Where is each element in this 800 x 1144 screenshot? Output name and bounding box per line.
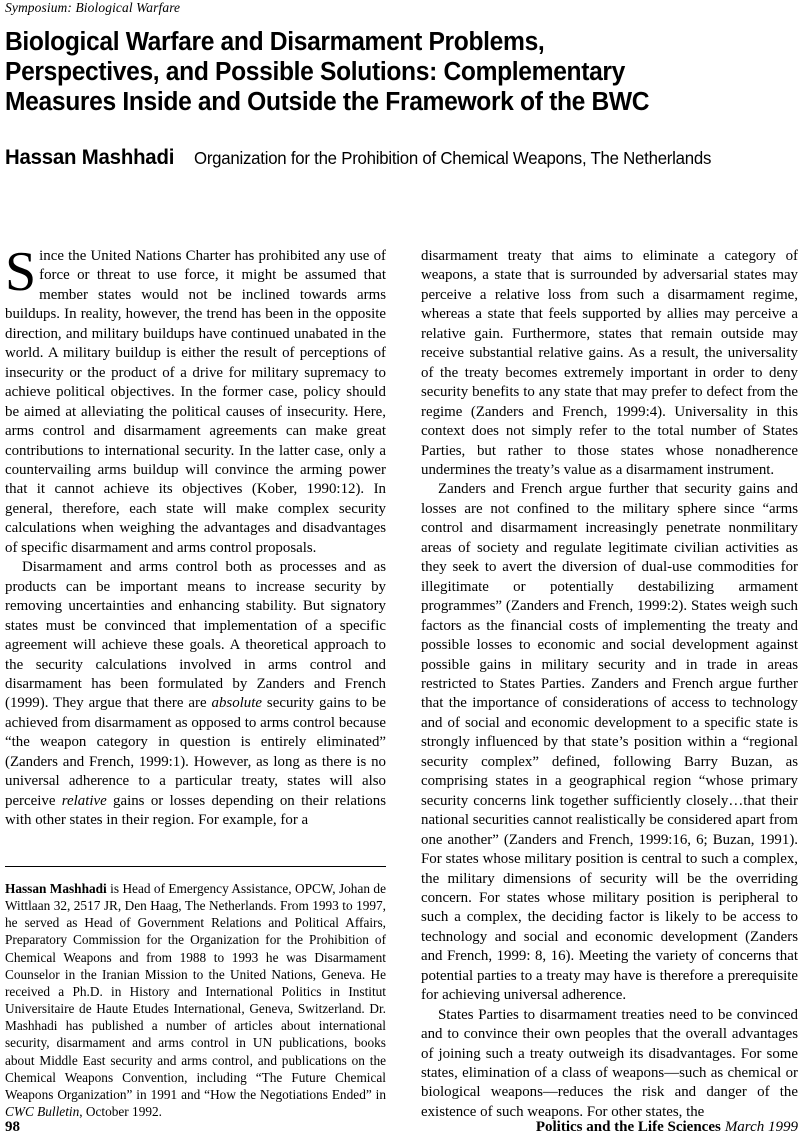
footnote-paragraph bbox=[5, 880, 386, 1120]
byline-author: Hassan Mashhadi bbox=[5, 146, 175, 169]
paragraph-right-3: States Parties to disarmament treaties need to be convinced and to convince their own peoples that the overall advantages of joining such a treaty outweigh its disadvantages. For some states, elimination of a class of weapons—such as chemical or biological weapons—reduces the risk and danger of the existence of such weapons. For other states, the bbox=[421, 1006, 798, 1120]
footnote-text-a: is Head of Emergency Assistance, OPCW, Johan de Wittlaan 32, 2517 JR, Den Haag, The Netherlands. From 1993 to 1997, he served as Head of Government Relations and Political Affairs, Preparatory Commission for the Organization for the Prohibition of Chemical Weapons and from 1988 to 1993 he was Disarmament Counselor in the Iranian Mission to the United Nations, Geneva. He received a Ph.D. in History and International Politics in Institut Universitaire de Haute Etudes International, Geneva, Switzerland. Dr. Mashhadi has published a number of articles about international security, disarmament and arms control in UN publications, books about Middle East security and arms control, and publications on the Chemical Weapons Convention, including “The Future Chemical Weapons Organization” in 1991 and “How the Negotiations Ended” in bbox=[5, 881, 386, 1102]
running-head: Symposium: Biological Warfare bbox=[5, 0, 181, 15]
journal-footer bbox=[536, 1119, 798, 1136]
paragraph-left-2-part-c: gains or losses depending on their relations with other states in their region. For example, for a bbox=[5, 792, 386, 829]
paragraph-left-2 bbox=[5, 558, 386, 830]
paragraph-left-1-text: ince the United Nations Charter has prohibited any use of force or threat to use force, it might be assumed that member states would not be inclined towards arms buildups. In reality, however, the trend has been in the opposite direction, and military buildups have continued unabated in the world. A military buildup is either the result of perceptions of insecurity or the product of a drive for military supremacy to achieve political objectives. In the former case, policy should be aimed at alleviating the political causes of insecurity. Here, arms control and disarmament agreements can make great contributions to international security. In the latter case, only a countervailing arms buildup will convince the arming power that it cannot achieve its objectives (Kober, 1990:12). In general, therefore, each state will make complex security calculations when weighing the advantages and disadvantages of specific disarmament and arms control proposals. bbox=[5, 248, 386, 556]
title-line-2: Perspectives, and Possible Solutions: Complementary bbox=[5, 58, 626, 86]
paragraph-left-2-part-a: Disarmament and arms control both as processes and as products can be important means to increase security by removing uncertainties and enhancing stability. But signatory states must be convinced that implementation of a specific agreement will achieve these goals. A theoretical approach to the security calculations involved in arms control and disarmament has been formulated by Zanders and French (1999). They argue that there are bbox=[5, 559, 386, 712]
body-column-right bbox=[421, 247, 798, 1120]
paragraph-left-2-part-b: security gains to be achieved from disarmament as opposed to arms control because “the weapon category in question is entirely eliminated” (Zanders and French, 1999:1). However, as long as there is no universal adherence to a particular treaty, states will also perceive bbox=[5, 695, 386, 809]
article-title bbox=[5, 27, 785, 117]
paragraph-right-2: Zanders and French argue further that security gains and losses are not confined to the military sphere since “arms control and disarmament increasingly penetrate nonmilitary areas of society and regulate legitimate civilian activities as they seek to avert the diversion of dual-use commodities for illegitimate or potentially destabilizing armament programmes” (Zanders and French, 1999:2). States weigh such factors as the financial costs of implementing the treaty and possible losses to economic and social development against possible gains in military security and in trade in areas restricted to States Parties. Zanders and French argue further that the importance of considerations of access to technology and of social and economic development to a specific state is strongly influenced by that state’s position within a “regional security complex” defined, following Barry Buzan, as comprising states in a geographical region “whose primary security concerns link together sufficiently closely…that their national securities cannot realistically be considered apart from one another” (Zanders and French, 1999:16, 6; Buzan, 1991). For states whose military position is central to such a complex, the military dimensions of security will be the overriding concern. For states whose military position is peripheral to such a complex, the deciding factor is likely to be access to technology and social and economic development (Zanders and French, 1999: 8, 16). Meeting the variety of concerns that potential parties to a treaty may have is therefore a prerequisite for achieving universal adherence. bbox=[421, 481, 798, 1004]
footnote-publication-title: CWC Bulletin bbox=[5, 1104, 80, 1120]
footnote-separator-rule bbox=[5, 866, 386, 867]
footnote-author-name: Hassan Mashhadi bbox=[5, 881, 107, 896]
drop-cap: S bbox=[5, 241, 37, 303]
author-biography-footnote bbox=[5, 880, 386, 1120]
page-number: 98 bbox=[5, 1119, 20, 1135]
footnote-text-b: , October 1992. bbox=[79, 1104, 162, 1120]
title-line-3: Measures Inside and Outside the Framework of the BWC bbox=[5, 88, 650, 116]
paragraph-left-1 bbox=[5, 241, 386, 558]
emphasis-absolute: absolute bbox=[211, 695, 262, 712]
body-column-left bbox=[5, 241, 386, 857]
journal-issue-date: March 1999 bbox=[724, 1119, 798, 1135]
byline bbox=[5, 146, 795, 170]
title-line-1: Biological Warfare and Disarmament Problems, bbox=[5, 28, 545, 56]
byline-affiliation: Organization for the Prohibition of Chemical Weapons, The Netherlands bbox=[194, 148, 712, 168]
journal-name: Politics and the Life Sciences bbox=[535, 1119, 721, 1135]
paragraph-right-1: disarmament treaty that aims to eliminate a category of weapons, a state that is surrounded by adversarial states may perceive a relative loss from such a disarmament regime, whereas a state that feels supported by allies may perceive a relative gain. Furthermore, states that remain outside may receive substantial relative gains. As a result, the universality of the treaty becomes extremely important in order to deny security benefits to any state that may prefer to defect from the regime (Zanders and French, 1999:4). Universality in this context does not simply refer to the total number of States Parties, but rather to those states whose nonadherence undermines the treaty’s value as a disarmament instrument. bbox=[421, 248, 798, 478]
emphasis-relative: relative bbox=[61, 792, 107, 809]
